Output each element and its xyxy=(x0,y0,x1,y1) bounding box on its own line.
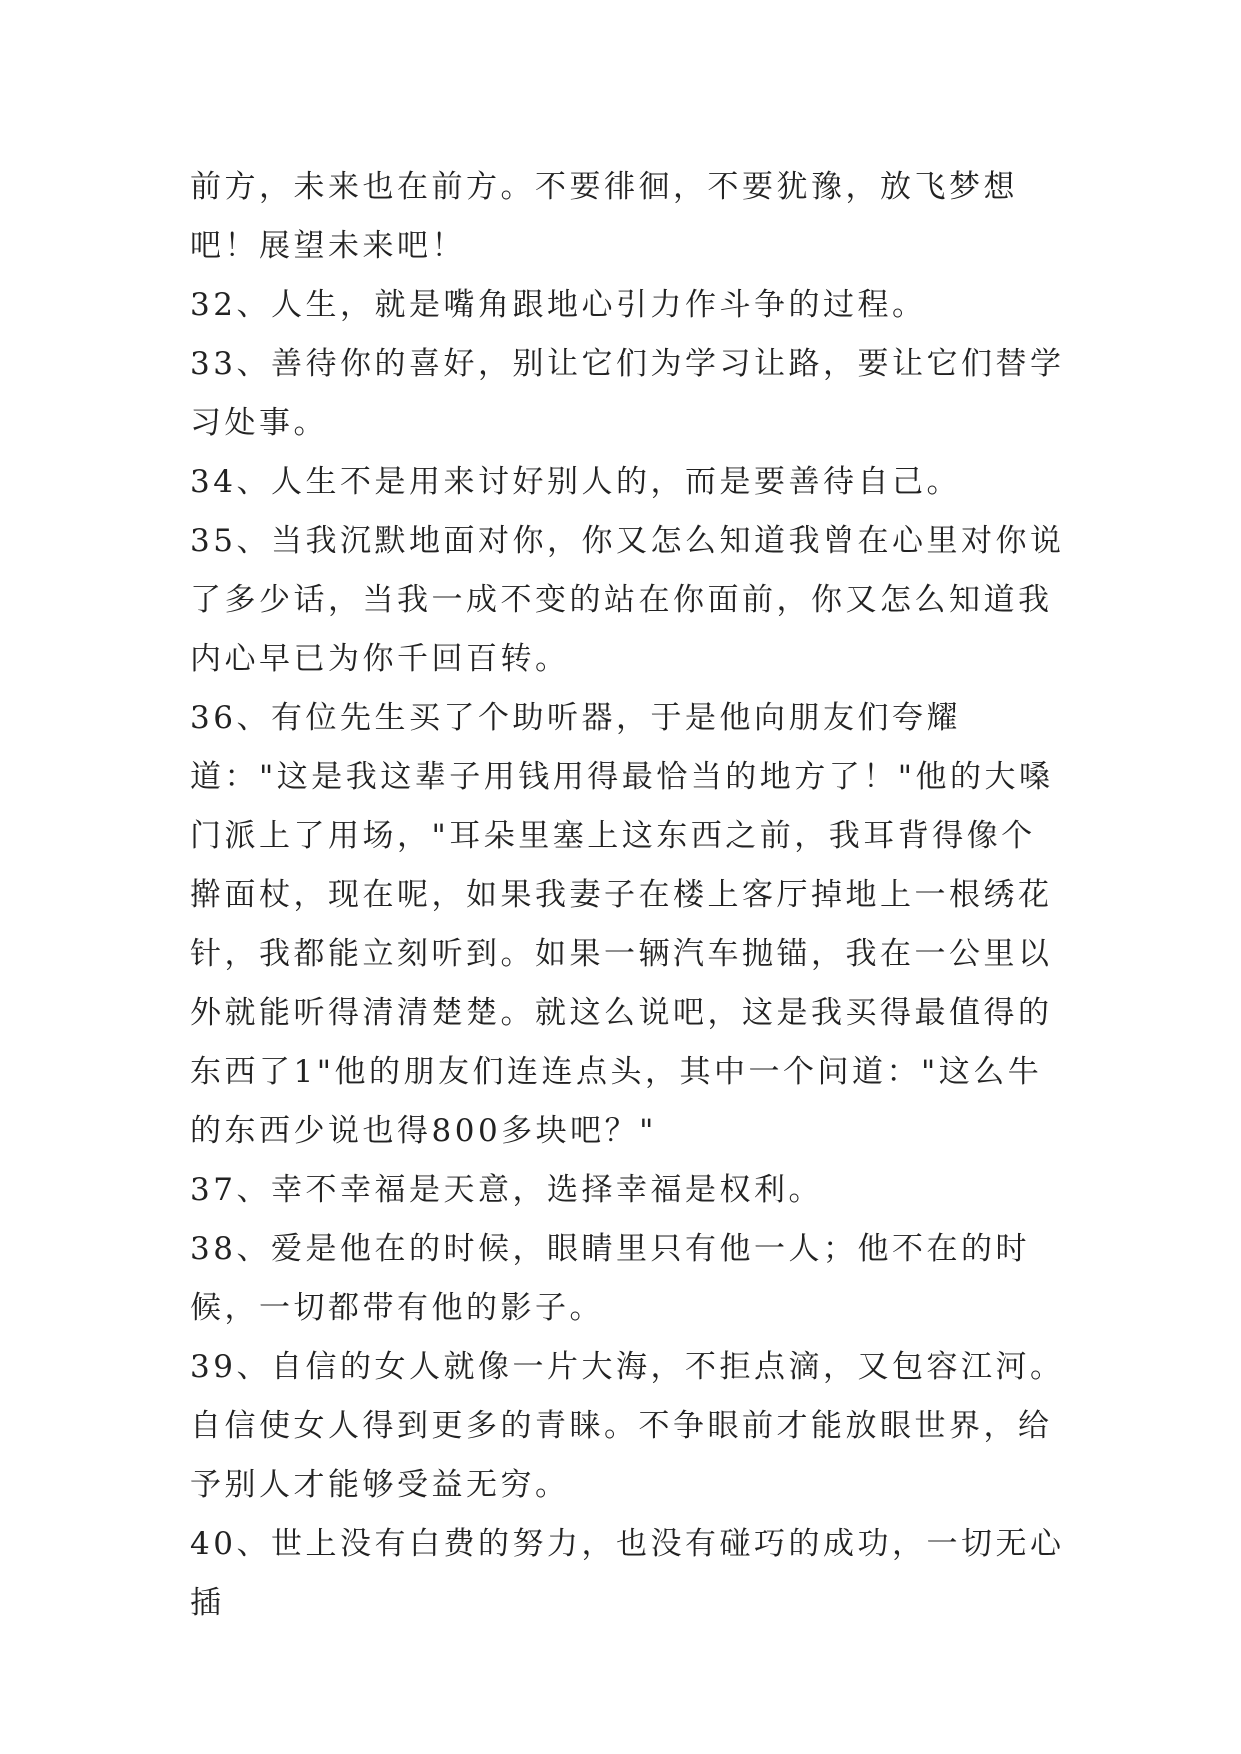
paragraph-40: 40、世上没有白费的努力，也没有碰巧的成功，一切无心插 xyxy=(190,1526,1065,1621)
paragraph-39: 39、自信的女人就像一片大海，不拒点滴，又包容江河。自信使女人得到更多的青睐。不争眼前才能放眼世界，给予别人才能够受益无穷。 xyxy=(190,1349,1065,1503)
paragraph-37: 37、幸不幸福是天意，选择幸福是权利。 xyxy=(190,1172,823,1208)
paragraph-35: 35、当我沉默地面对你，你又怎么知道我曾在心里对你说了多少话，当我一成不变的站在你面前，你又怎么知道我内心早已为你千回百转。 xyxy=(190,523,1065,677)
paragraph-33: 33、善待你的喜好，别让它们为学习让路，要让它们替学习处事。 xyxy=(190,346,1065,441)
paragraph-32: 32、人生，就是嘴角跟地心引力作斗争的过程。 xyxy=(190,287,927,323)
paragraph-36: 36、有位先生买了个助听器，于是他向朋友们夸耀道："这是我这辈子用钱用得最恰当的地方了！"他的大嗓门派上了用场，"耳朵里塞上这东西之前，我耳背得像个擀面杖，现在呢，如果我妻子在楼上客厅掉地上一根绣花针，我都能立刻听到。如果一辆汽车抛锚，我在一公里以外就能听得清清楚楚。就这么说吧，这是我买得最值得的东西了1"他的朋友们连连点头，其中一个问道："这么牛的东西少说也得800多块吧？" xyxy=(190,700,1054,1149)
paragraph-continued: 前方，未来也在前方。不要徘徊，不要犹豫，放飞梦想吧！展望未来吧！ xyxy=(190,169,1018,264)
document-body xyxy=(190,158,1070,1633)
paragraph-34: 34、人生不是用来讨好别人的，而是要善待自己。 xyxy=(190,464,961,500)
paragraph-38: 38、爱是他在的时候，眼睛里只有他一人；他不在的时候，一切都带有他的影子。 xyxy=(190,1231,1030,1326)
